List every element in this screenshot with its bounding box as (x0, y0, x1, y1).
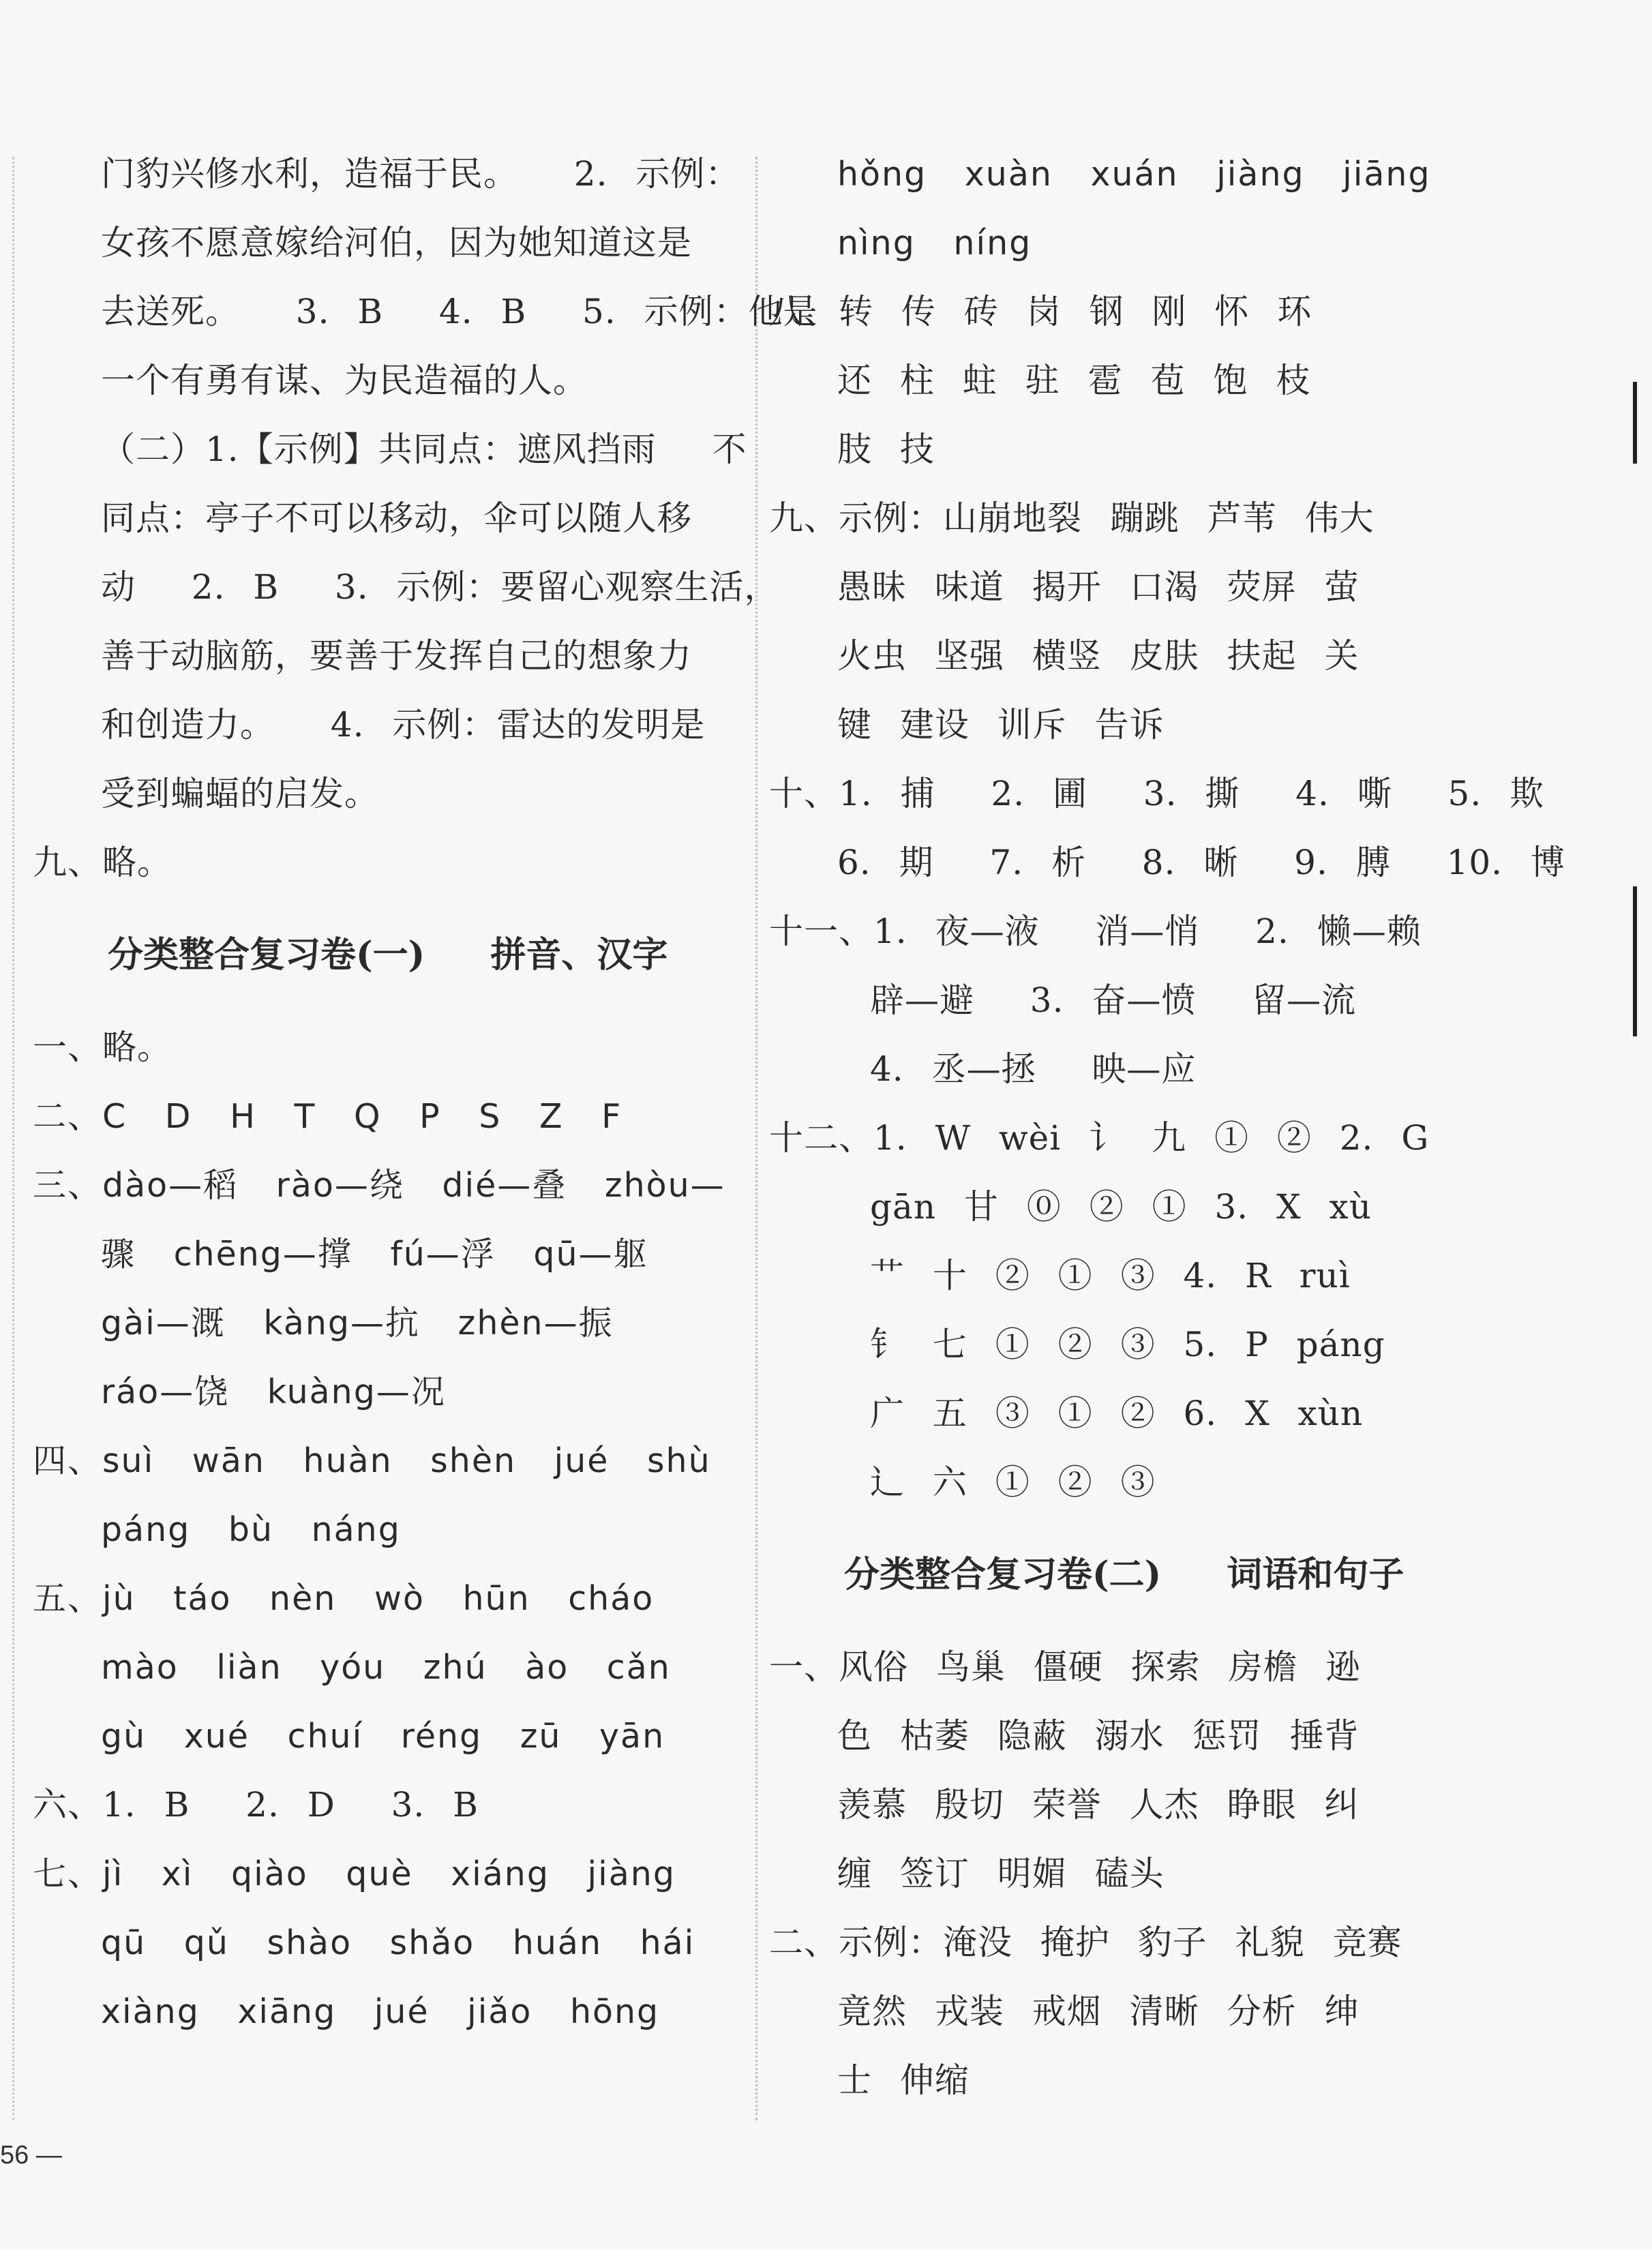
answer-line: 九、略。 (33, 843, 172, 882)
right-column (769, 140, 1565, 2115)
answer-line: 十、1. 捕 2. 圃 3. 撕 4. 嘶 5. 欺 (769, 774, 1545, 813)
answer-block-review-2 (769, 1633, 1492, 2115)
column-divider (755, 157, 757, 2120)
answer-line: 辟—避 3. 奋—愤 留—流 (870, 980, 1357, 1020)
answer-line: 肢 技 (837, 430, 935, 469)
margin-dotted-line (12, 157, 14, 2120)
answer-line: gān 甘 ⓪ ② ① 3. X xù (870, 1187, 1372, 1227)
scan-edge-mark (1633, 382, 1637, 464)
answer-line: 愚昧 味道 揭开 口渴 荧屏 萤 (837, 567, 1360, 607)
answer-line: 十二、1. W wèi 讠 九 ① ② 2. G (769, 1118, 1430, 1158)
answer-line: 士 伸缩 (837, 2060, 970, 2100)
answer-line: 二、C D H T Q P S Z F (33, 1097, 622, 1136)
answer-line: 同点：亭子不可以移动，伞可以随人移 (101, 498, 692, 538)
answer-line: ráo—饶 kuàng—况 (101, 1372, 446, 1411)
answer-line: 火虫 坚强 横竖 皮肤 扶起 关 (837, 636, 1360, 676)
answer-line: nìng níng (837, 224, 1032, 262)
answer-line: 艹 十 ② ① ③ 4. R ruì (870, 1256, 1351, 1295)
answer-line: 四、suì wān huàn shèn jué shù (33, 1441, 711, 1480)
answer-line: 色 枯萎 隐蔽 溺水 惩罚 捶背 (837, 1716, 1360, 1756)
answer-line: 竟然 戎装 戒烟 清晰 分析 绅 (837, 1992, 1360, 2031)
answer-line: 键 建设 训斥 告诉 (837, 705, 1165, 745)
answer-line: 一个有勇有谋、为民造福的人。 (101, 361, 588, 400)
answer-line: 6. 期 7. 析 8. 晰 9. 膊 10. 博 (837, 843, 1565, 882)
answer-line: 一、风俗 鸟巢 僵硬 探索 房檐 逊 (769, 1647, 1361, 1687)
answer-line: 六、1. B 2. D 3. B (33, 1785, 479, 1825)
answer-line: 动 2. B 3. 示例：要留心观察生活， (101, 567, 779, 607)
section-heading-pinyin-hanzi: 分类整合复习卷(一) 拼音、汉字 (108, 934, 668, 976)
answer-line: 八、转 传 砖 岗 钢 刚 怀 环 (769, 292, 1312, 331)
answer-line: 去送死。 3. B 4. B 5. 示例：他是 (101, 292, 818, 331)
answer-line: gù xué chuí réng zū yān (101, 1717, 665, 1756)
answer-line: 辶 六 ① ② ③ (870, 1462, 1156, 1502)
answer-block-review-1 (33, 1013, 745, 2046)
answer-line: 骤 chēng—撑 fú—浮 qū—躯 (101, 1235, 648, 1274)
answer-line: 广 五 ③ ① ② 6. X xùn (870, 1394, 1364, 1433)
answer-block-review-1-continued (769, 140, 1565, 1517)
answer-line: 受到蝙蝠的启发。 (101, 774, 379, 813)
answer-line: 4. 丞—拯 映—应 (870, 1049, 1197, 1089)
answer-line: gài—溉 kàng—抗 zhèn—振 (101, 1304, 614, 1342)
answer-line: 二、示例：淹没 掩护 豹子 礼貌 竞赛 (769, 1923, 1402, 1962)
answer-line: páng bù náng (101, 1510, 401, 1549)
answer-line: 羡慕 殷切 荣誉 人杰 睁眼 纠 (837, 1785, 1360, 1825)
answer-line: 还 柱 蛀 驻 雹 苞 饱 枝 (837, 361, 1311, 400)
scan-edge-mark (1633, 886, 1637, 1036)
answer-line: 钅 七 ① ② ③ 5. P páng (870, 1325, 1385, 1364)
answer-line: 九、示例：山崩地裂 蹦跳 芦苇 伟大 (769, 498, 1375, 538)
answer-line: 十一、1. 夜—液 消—悄 2. 懒—赖 (769, 912, 1422, 951)
answer-line: xiàng xiāng jué jiǎo hōng (101, 1992, 660, 2031)
answer-line: 一、略。 (33, 1028, 172, 1067)
left-column (33, 140, 818, 2046)
answer-line: 女孩不愿意嫁给河伯，因为她知道这是 (101, 223, 692, 262)
answer-line: （二）1.【示例】共同点：遮风挡雨 不 (101, 430, 747, 469)
answer-line: 三、dào—稻 rào—绕 dié—叠 zhòu— (33, 1166, 725, 1205)
answer-line: 缠 签订 明媚 磕头 (837, 1854, 1165, 1893)
answer-line: 五、jù táo nèn wò hūn cháo (33, 1579, 655, 1618)
page-number: 56 — (0, 2141, 62, 2170)
answer-block-continued (33, 140, 818, 897)
answer-line: hǒng xuàn xuán jiàng jiāng (837, 155, 1431, 194)
answer-line: 和创造力。 4. 示例：雷达的发明是 (101, 705, 706, 745)
answer-line: 七、jì xì qiào què xiáng jiàng (33, 1855, 676, 1893)
answer-line: 门豹兴修水利，造福于民。 2. 示例： (101, 154, 740, 194)
answer-line: mào liàn yóu zhú ào cǎn (101, 1648, 671, 1687)
answer-line: qū qǔ shào shǎo huán hái (101, 1923, 695, 1962)
section-heading-words-sentences: 分类整合复习卷(二) 词语和句子 (844, 1554, 1405, 1595)
answer-line: 善于动脑筋，要善于发挥自己的想象力 (101, 636, 692, 676)
